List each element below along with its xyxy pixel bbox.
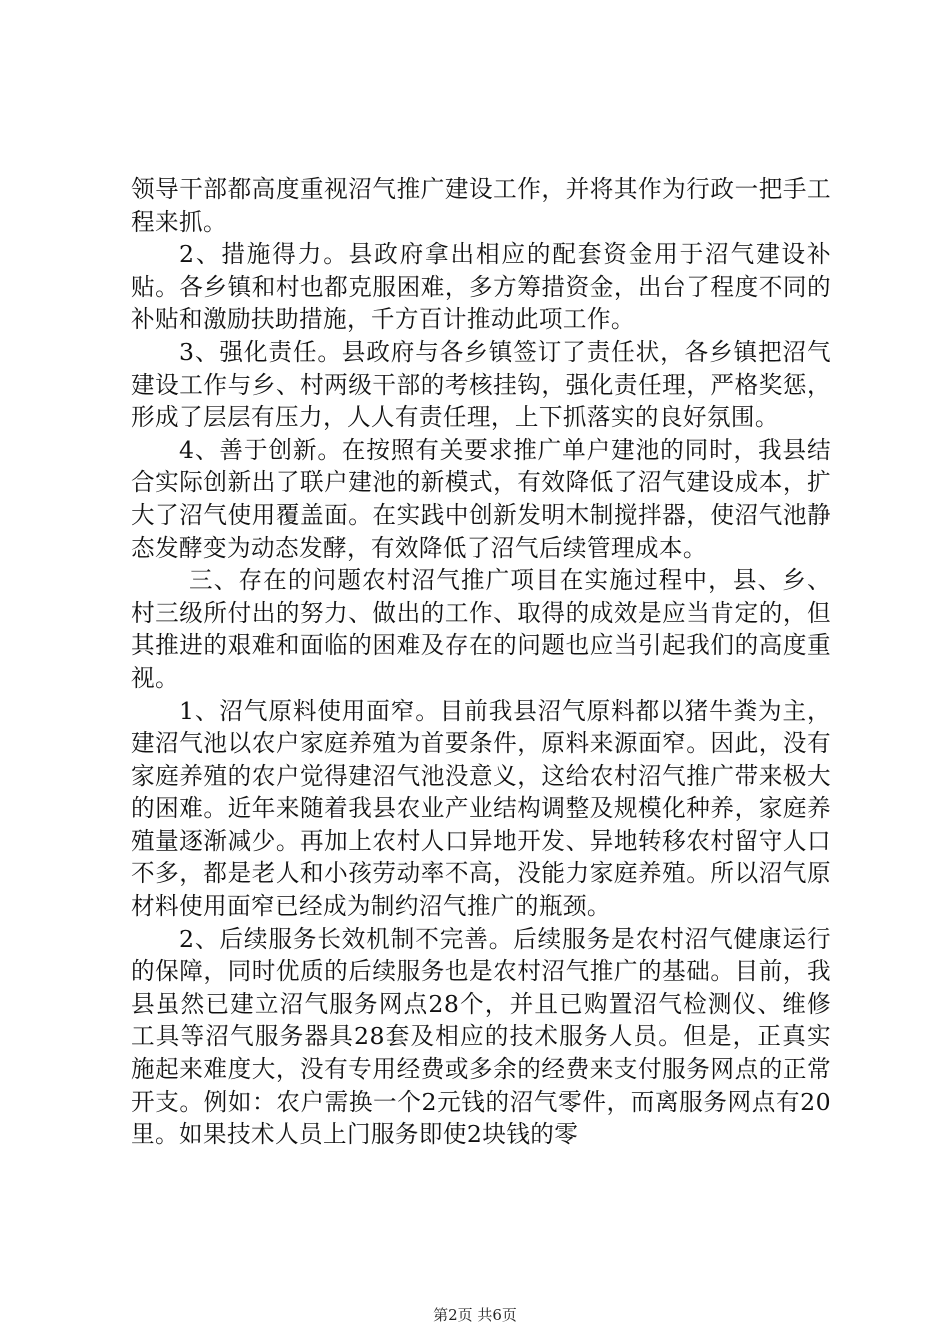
paragraph-problems-heading: 三、存在的问题农村沼气推广项目在实施过程中，县、乡、村三级所付出的努力、做出的工作、取得的成效是应当肯定的，但其推进的艰难和面临的困难及存在的问题也应当引起我们的高度重视。 (131, 566, 831, 692)
paragraph-responsibility: 3、强化责任。县政府与各乡镇签订了责任状，各乡镇把沼气建设工作与乡、村两级干部的考核挂钩，强化责任理，严格奖惩，形成了层层有压力，人人有责任理，上下抓落实的良好氛围。 (131, 337, 831, 432)
paragraph-follow-up-service: 2、后续服务长效机制不完善。后续服务是农村沼气健康运行的保障，同时优质的后续服务也是农村沼气推广的基础。目前，我县虽然已建立沼气服务网点28个，并且已购置沼气检测仪、维修工具等沼气服务器具28套及相应的技术服务人员。但是，正真实施起来难度大，没有专用经费或多余的经费来支付服务网点的正常开支。例如：农户需换一个2元钱的沼气零件，而离服务网点有20里。如果技术人员上门服务即使2块钱的零 (131, 924, 831, 1149)
document-body (131, 173, 831, 1151)
paragraph-continuation: 领导干部都高度重视沼气推广建设工作，并将其作为行政一把手工程来抓。 (131, 175, 831, 236)
paragraph-raw-materials: 1、沼气原料使用面窄。目前我县沼气原料都以猪牛粪为主，建沼气池以农户家庭养殖为首要条件，原料来源面窄。因此，没有家庭养殖的农户觉得建沼气池没意义，这给农村沼气推广带来极大的困难。近年来随着我县农业产业结构调整及规模化种养，家庭养殖量逐渐减少。再加上农村人口异地开发、异地转移农村留守人口不多，都是老人和小孩劳动率不高，没能力家庭养殖。所以沼气原材料使用面窄已经成为制约沼气推广的瓶颈。 (131, 696, 831, 921)
paragraph-innovation: 4、善于创新。在按照有关要求推广单户建池的同时，我县结合实际创新出了联户建池的新模式，有效降低了沼气建设成本，扩大了沼气使用覆盖面。在实践中创新发明木制搅拌器，使沼气池静态发酵变为动态发酵，有效降低了沼气后续管理成本。 (131, 435, 831, 562)
page-number-footer: 第2页 共6页 (433, 1306, 517, 1324)
paragraph-measures: 2、措施得力。县政府拿出相应的配套资金用于沼气建设补贴。各乡镇和村也都克服困难，多方筹措资金，出台了程度不同的补贴和激励扶助措施，千方百计推动此项工作。 (131, 240, 831, 334)
